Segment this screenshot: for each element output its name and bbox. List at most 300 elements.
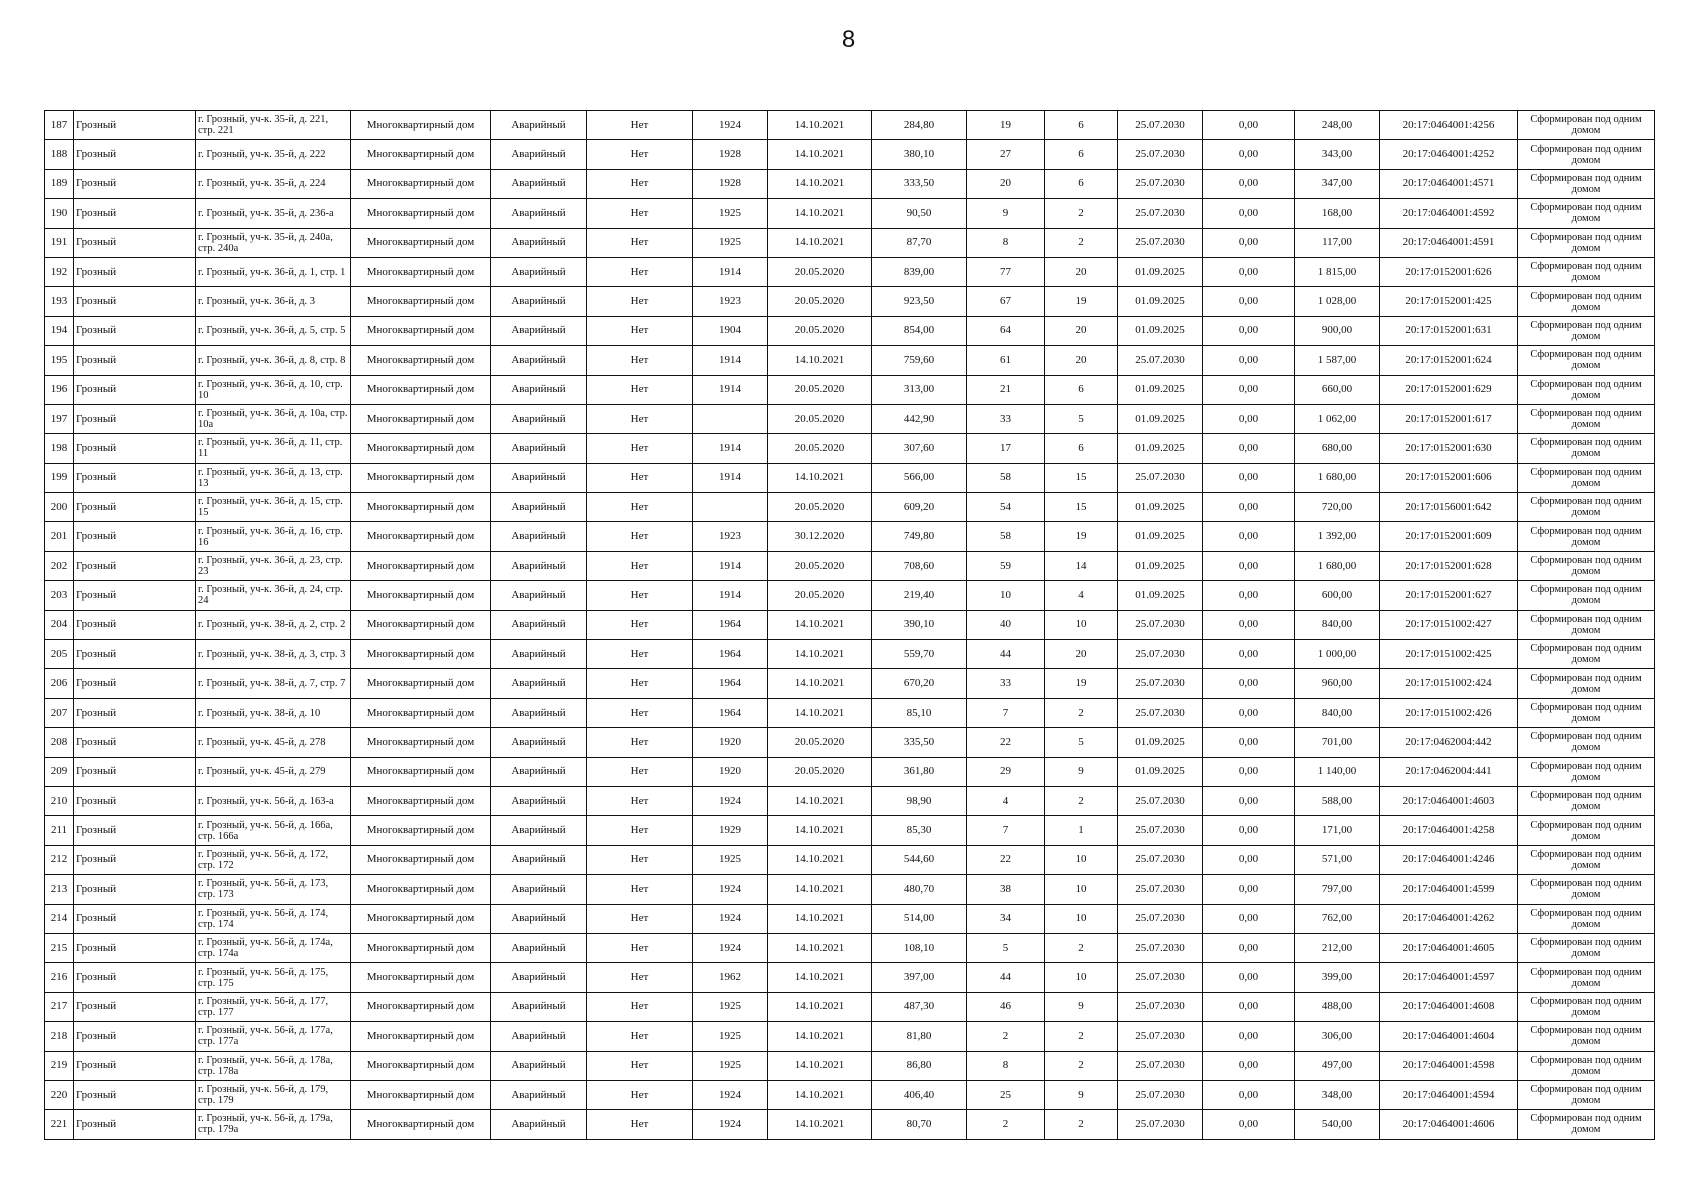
cell-city: Грозный: [74, 698, 196, 727]
cell-resettlement-deadline: 25.07.2030: [1118, 1110, 1203, 1139]
cell-land-status: Сформирован под одним домом: [1518, 551, 1655, 580]
cell-cadastral-number: 20:17:0151002:426: [1380, 698, 1518, 727]
cell-condition: Аварийный: [491, 728, 587, 757]
cell-row-number: 198: [45, 434, 74, 463]
cell-resettlement-deadline: 25.07.2030: [1118, 169, 1203, 198]
cell-building-type: Многоквартирный дом: [351, 698, 491, 727]
cell-cadastral-number: 20:17:0152001:609: [1380, 522, 1518, 551]
cell-address: г. Грозный, уч-к. 36-й, д. 15, стр. 15: [196, 493, 351, 522]
cell-construction-year: 1923: [693, 287, 768, 316]
cell-construction-year: 1925: [693, 1051, 768, 1080]
cell-resettlement-deadline: 25.07.2030: [1118, 463, 1203, 492]
cell-construction-year: 1928: [693, 169, 768, 198]
cell-row-number: 187: [45, 111, 74, 140]
cell-floor-area: 85,10: [872, 698, 967, 727]
cell-row-number: 214: [45, 904, 74, 933]
cell-building-type: Многоквартирный дом: [351, 522, 491, 551]
cell-recognition-date: 14.10.2021: [768, 1110, 872, 1139]
cell-cadastral-number: 20:17:0464001:4594: [1380, 1080, 1518, 1109]
cell-floor-area: 90,50: [872, 199, 967, 228]
table-row: [45, 669, 1655, 698]
cell-condition: Аварийный: [491, 698, 587, 727]
cell-construction-year: 1914: [693, 463, 768, 492]
cell-construction-year: [693, 404, 768, 433]
cell-resettlement-deadline: 01.09.2025: [1118, 551, 1203, 580]
cell-floor-area: 839,00: [872, 257, 967, 286]
cell-land-status: Сформирован под одним домом: [1518, 698, 1655, 727]
cell-value-a: 0,00: [1203, 933, 1295, 962]
cell-cadastral-number: 20:17:0152001:606: [1380, 463, 1518, 492]
cell-city: Грозный: [74, 610, 196, 639]
cell-building-type: Многоквартирный дом: [351, 933, 491, 962]
cell-cadastral-number: 20:17:0152001:630: [1380, 434, 1518, 463]
cell-value-a: 0,00: [1203, 757, 1295, 786]
cell-floor-area: 487,30: [872, 992, 967, 1021]
cell-cadastral-number: 20:17:0464001:4604: [1380, 1022, 1518, 1051]
cell-floor-area: 708,60: [872, 551, 967, 580]
cell-row-number: 192: [45, 257, 74, 286]
cell-building-type: Многоквартирный дом: [351, 316, 491, 345]
cell-land-status: Сформирован под одним домом: [1518, 757, 1655, 786]
table-row: [45, 257, 1655, 286]
cell-cadastral-number: 20:17:0464001:4603: [1380, 786, 1518, 815]
cell-row-number: 208: [45, 728, 74, 757]
cell-cadastral-number: 20:17:0464001:4592: [1380, 199, 1518, 228]
cell-row-number: 195: [45, 346, 74, 375]
cell-condition: Аварийный: [491, 845, 587, 874]
cell-value-a: 0,00: [1203, 404, 1295, 433]
cell-construction-year: 1924: [693, 111, 768, 140]
cell-condition: Аварийный: [491, 904, 587, 933]
cell-building-type: Многоквартирный дом: [351, 169, 491, 198]
cell-city: Грозный: [74, 1051, 196, 1080]
cell-floor-area: 480,70: [872, 875, 967, 904]
cell-construction-year: 1964: [693, 610, 768, 639]
table-row: [45, 1110, 1655, 1139]
cell-construction-year: 1925: [693, 845, 768, 874]
cell-land-status: Сформирован под одним домом: [1518, 786, 1655, 815]
cell-city: Грозный: [74, 140, 196, 169]
cell-floor-area: 514,00: [872, 904, 967, 933]
cell-reconstruction-flag: Нет: [587, 1080, 693, 1109]
cell-building-type: Многоквартирный дом: [351, 375, 491, 404]
cell-city: Грозный: [74, 904, 196, 933]
cell-value-a: 0,00: [1203, 992, 1295, 1021]
cell-address: г. Грозный, уч-к. 45-й, д. 279: [196, 757, 351, 786]
cell-row-number: 203: [45, 581, 74, 610]
cell-apartments-count: 2: [1045, 1110, 1118, 1139]
cell-value-b: 497,00: [1295, 1051, 1380, 1080]
cell-construction-year: 1924: [693, 904, 768, 933]
cell-reconstruction-flag: Нет: [587, 404, 693, 433]
cell-condition: Аварийный: [491, 1051, 587, 1080]
cell-resettlement-deadline: 25.07.2030: [1118, 698, 1203, 727]
table-row: [45, 140, 1655, 169]
cell-city: Грозный: [74, 992, 196, 1021]
table-row: [45, 111, 1655, 140]
cell-resettlement-deadline: 01.09.2025: [1118, 493, 1203, 522]
cell-condition: Аварийный: [491, 640, 587, 669]
cell-cadastral-number: 20:17:0462004:442: [1380, 728, 1518, 757]
cell-city: Грозный: [74, 933, 196, 962]
cell-residents-count: 25: [967, 1080, 1045, 1109]
cell-condition: Аварийный: [491, 287, 587, 316]
cell-construction-year: 1964: [693, 698, 768, 727]
cell-construction-year: 1924: [693, 875, 768, 904]
cell-floor-area: 98,90: [872, 786, 967, 815]
cell-reconstruction-flag: Нет: [587, 757, 693, 786]
cell-value-b: 1 062,00: [1295, 404, 1380, 433]
cell-address: г. Грозный, уч-к. 36-й, д. 13, стр. 13: [196, 463, 351, 492]
cell-cadastral-number: 20:17:0464001:4605: [1380, 933, 1518, 962]
cell-floor-area: 108,10: [872, 933, 967, 962]
cell-address: г. Грозный, уч-к. 35-й, д. 224: [196, 169, 351, 198]
cell-residents-count: 67: [967, 287, 1045, 316]
cell-cadastral-number: 20:17:0152001:425: [1380, 287, 1518, 316]
cell-resettlement-deadline: 01.09.2025: [1118, 728, 1203, 757]
cell-floor-area: 406,40: [872, 1080, 967, 1109]
cell-building-type: Многоквартирный дом: [351, 493, 491, 522]
cell-apartments-count: 10: [1045, 904, 1118, 933]
cell-reconstruction-flag: Нет: [587, 228, 693, 257]
cell-residents-count: 59: [967, 551, 1045, 580]
cell-address: г. Грозный, уч-к. 38-й, д. 7, стр. 7: [196, 669, 351, 698]
cell-building-type: Многоквартирный дом: [351, 904, 491, 933]
cell-value-b: 840,00: [1295, 698, 1380, 727]
cell-reconstruction-flag: Нет: [587, 287, 693, 316]
cell-residents-count: 77: [967, 257, 1045, 286]
cell-value-a: 0,00: [1203, 640, 1295, 669]
cell-apartments-count: 9: [1045, 1080, 1118, 1109]
cell-value-b: 488,00: [1295, 992, 1380, 1021]
cell-apartments-count: 2: [1045, 786, 1118, 815]
cell-residents-count: 61: [967, 346, 1045, 375]
cell-condition: Аварийный: [491, 816, 587, 845]
cell-address: г. Грозный, уч-к. 56-й, д. 177, стр. 177: [196, 992, 351, 1021]
cell-value-b: 900,00: [1295, 316, 1380, 345]
page-number: 8: [841, 26, 856, 53]
cell-land-status: Сформирован под одним домом: [1518, 169, 1655, 198]
cell-address: г. Грозный, уч-к. 36-й, д. 3: [196, 287, 351, 316]
cell-condition: Аварийный: [491, 493, 587, 522]
cell-cadastral-number: 20:17:0464001:4591: [1380, 228, 1518, 257]
cell-residents-count: 7: [967, 816, 1045, 845]
cell-reconstruction-flag: Нет: [587, 493, 693, 522]
cell-construction-year: 1923: [693, 522, 768, 551]
cell-value-b: 343,00: [1295, 140, 1380, 169]
cell-value-a: 0,00: [1203, 111, 1295, 140]
cell-resettlement-deadline: 01.09.2025: [1118, 316, 1203, 345]
cell-residents-count: 10: [967, 581, 1045, 610]
cell-floor-area: 86,80: [872, 1051, 967, 1080]
cell-value-a: 0,00: [1203, 493, 1295, 522]
cell-city: Грозный: [74, 257, 196, 286]
cell-value-b: 680,00: [1295, 434, 1380, 463]
cell-building-type: Многоквартирный дом: [351, 199, 491, 228]
cell-recognition-date: 30.12.2020: [768, 522, 872, 551]
cell-city: Грозный: [74, 728, 196, 757]
cell-recognition-date: 20.05.2020: [768, 551, 872, 580]
cell-recognition-date: 14.10.2021: [768, 875, 872, 904]
cell-row-number: 218: [45, 1022, 74, 1051]
table-row: [45, 375, 1655, 404]
cell-reconstruction-flag: Нет: [587, 816, 693, 845]
cell-city: Грозный: [74, 169, 196, 198]
cell-value-b: 117,00: [1295, 228, 1380, 257]
cell-floor-area: 442,90: [872, 404, 967, 433]
table-row: [45, 287, 1655, 316]
cell-value-b: 348,00: [1295, 1080, 1380, 1109]
cell-cadastral-number: 20:17:0464001:4256: [1380, 111, 1518, 140]
cell-condition: Аварийный: [491, 669, 587, 698]
cell-construction-year: 1914: [693, 375, 768, 404]
cell-reconstruction-flag: Нет: [587, 169, 693, 198]
cell-land-status: Сформирован под одним домом: [1518, 257, 1655, 286]
table-row: [45, 728, 1655, 757]
cell-city: Грозный: [74, 581, 196, 610]
cell-residents-count: 4: [967, 786, 1045, 815]
cell-city: Грозный: [74, 845, 196, 874]
cell-apartments-count: 15: [1045, 463, 1118, 492]
cell-address: г. Грозный, уч-к. 56-й, д. 174, стр. 174: [196, 904, 351, 933]
cell-row-number: 188: [45, 140, 74, 169]
cell-floor-area: 609,20: [872, 493, 967, 522]
cell-construction-year: 1920: [693, 757, 768, 786]
cell-cadastral-number: 20:17:0464001:4258: [1380, 816, 1518, 845]
cell-resettlement-deadline: 25.07.2030: [1118, 346, 1203, 375]
cell-value-a: 0,00: [1203, 346, 1295, 375]
cell-residents-count: 44: [967, 640, 1045, 669]
cell-residents-count: 38: [967, 875, 1045, 904]
cell-apartments-count: 20: [1045, 640, 1118, 669]
cell-cadastral-number: 20:17:0464001:4252: [1380, 140, 1518, 169]
cell-apartments-count: 4: [1045, 581, 1118, 610]
cell-apartments-count: 6: [1045, 375, 1118, 404]
cell-condition: Аварийный: [491, 875, 587, 904]
cell-reconstruction-flag: Нет: [587, 316, 693, 345]
cell-row-number: 207: [45, 698, 74, 727]
cell-residents-count: 54: [967, 493, 1045, 522]
cell-value-a: 0,00: [1203, 1051, 1295, 1080]
cell-construction-year: 1914: [693, 581, 768, 610]
cell-reconstruction-flag: Нет: [587, 875, 693, 904]
cell-row-number: 197: [45, 404, 74, 433]
cell-row-number: 209: [45, 757, 74, 786]
cell-value-a: 0,00: [1203, 375, 1295, 404]
cell-resettlement-deadline: 25.07.2030: [1118, 786, 1203, 815]
cell-row-number: 216: [45, 963, 74, 992]
cell-cadastral-number: 20:17:0464001:4597: [1380, 963, 1518, 992]
cell-recognition-date: 14.10.2021: [768, 640, 872, 669]
cell-construction-year: 1925: [693, 228, 768, 257]
cell-building-type: Многоквартирный дом: [351, 610, 491, 639]
table-row: [45, 640, 1655, 669]
cell-condition: Аварийный: [491, 140, 587, 169]
cell-address: г. Грозный, уч-к. 35-й, д. 240а, стр. 240а: [196, 228, 351, 257]
cell-residents-count: 2: [967, 1110, 1045, 1139]
cell-floor-area: 854,00: [872, 316, 967, 345]
table-row: [45, 581, 1655, 610]
cell-address: г. Грозный, уч-к. 36-й, д. 5, стр. 5: [196, 316, 351, 345]
cell-resettlement-deadline: 01.09.2025: [1118, 522, 1203, 551]
cell-condition: Аварийный: [491, 522, 587, 551]
cell-building-type: Многоквартирный дом: [351, 111, 491, 140]
cell-city: Грозный: [74, 551, 196, 580]
cell-recognition-date: 14.10.2021: [768, 140, 872, 169]
cell-value-b: 168,00: [1295, 199, 1380, 228]
cell-city: Грозный: [74, 963, 196, 992]
table-row: [45, 551, 1655, 580]
cell-address: г. Грозный, уч-к. 38-й, д. 3, стр. 3: [196, 640, 351, 669]
cell-building-type: Многоквартирный дом: [351, 404, 491, 433]
table-row: [45, 346, 1655, 375]
cell-resettlement-deadline: 25.07.2030: [1118, 992, 1203, 1021]
cell-building-type: Многоквартирный дом: [351, 963, 491, 992]
cell-address: г. Грозный, уч-к. 38-й, д. 2, стр. 2: [196, 610, 351, 639]
cell-floor-area: 559,70: [872, 640, 967, 669]
cell-address: г. Грозный, уч-к. 36-й, д. 16, стр. 16: [196, 522, 351, 551]
cell-land-status: Сформирован под одним домом: [1518, 404, 1655, 433]
cell-row-number: 211: [45, 816, 74, 845]
cell-apartments-count: 14: [1045, 551, 1118, 580]
cell-floor-area: 219,40: [872, 581, 967, 610]
cell-cadastral-number: 20:17:0151002:424: [1380, 669, 1518, 698]
cell-land-status: Сформирован под одним домом: [1518, 140, 1655, 169]
cell-residents-count: 22: [967, 845, 1045, 874]
cell-value-a: 0,00: [1203, 845, 1295, 874]
cell-city: Грозный: [74, 404, 196, 433]
cell-floor-area: 759,60: [872, 346, 967, 375]
cell-reconstruction-flag: Нет: [587, 933, 693, 962]
cell-land-status: Сформирован под одним домом: [1518, 199, 1655, 228]
cell-value-a: 0,00: [1203, 1022, 1295, 1051]
cell-row-number: 205: [45, 640, 74, 669]
cell-recognition-date: 14.10.2021: [768, 228, 872, 257]
cell-reconstruction-flag: Нет: [587, 698, 693, 727]
cell-address: г. Грозный, уч-к. 56-й, д. 172, стр. 172: [196, 845, 351, 874]
cell-construction-year: 1914: [693, 346, 768, 375]
cell-row-number: 220: [45, 1080, 74, 1109]
table-row: [45, 228, 1655, 257]
cell-row-number: 199: [45, 463, 74, 492]
cell-address: г. Грозный, уч-к. 35-й, д. 221, стр. 221: [196, 111, 351, 140]
cell-recognition-date: 14.10.2021: [768, 933, 872, 962]
cell-building-type: Многоквартирный дом: [351, 875, 491, 904]
cell-value-a: 0,00: [1203, 463, 1295, 492]
cell-value-b: 1 815,00: [1295, 257, 1380, 286]
cell-city: Грозный: [74, 522, 196, 551]
cell-floor-area: 81,80: [872, 1022, 967, 1051]
cell-apartments-count: 1: [1045, 816, 1118, 845]
cell-value-a: 0,00: [1203, 522, 1295, 551]
cell-address: г. Грозный, уч-к. 56-й, д. 179, стр. 179: [196, 1080, 351, 1109]
cell-building-type: Многоквартирный дом: [351, 669, 491, 698]
cell-address: г. Грозный, уч-к. 56-й, д. 177а, стр. 177а: [196, 1022, 351, 1051]
table-row: [45, 199, 1655, 228]
cell-city: Грозный: [74, 816, 196, 845]
cell-value-a: 0,00: [1203, 287, 1295, 316]
cell-residents-count: 58: [967, 522, 1045, 551]
cell-residents-count: 58: [967, 463, 1045, 492]
cell-row-number: 193: [45, 287, 74, 316]
cell-apartments-count: 9: [1045, 757, 1118, 786]
cell-address: г. Грозный, уч-к. 56-й, д. 166а, стр. 166а: [196, 816, 351, 845]
cell-value-b: 306,00: [1295, 1022, 1380, 1051]
cell-land-status: Сформирован под одним домом: [1518, 522, 1655, 551]
cell-row-number: 213: [45, 875, 74, 904]
cell-construction-year: 1920: [693, 728, 768, 757]
cell-resettlement-deadline: 25.07.2030: [1118, 1080, 1203, 1109]
cell-city: Грозный: [74, 1080, 196, 1109]
cell-residents-count: 34: [967, 904, 1045, 933]
cell-value-b: 1 587,00: [1295, 346, 1380, 375]
cell-value-b: 840,00: [1295, 610, 1380, 639]
cell-floor-area: 361,80: [872, 757, 967, 786]
cell-city: Грозный: [74, 111, 196, 140]
cell-land-status: Сформирован под одним домом: [1518, 316, 1655, 345]
cell-reconstruction-flag: Нет: [587, 522, 693, 551]
cell-resettlement-deadline: 25.07.2030: [1118, 963, 1203, 992]
cell-condition: Аварийный: [491, 757, 587, 786]
cell-residents-count: 29: [967, 757, 1045, 786]
cell-floor-area: 80,70: [872, 1110, 967, 1139]
table-row: [45, 316, 1655, 345]
cell-resettlement-deadline: 01.09.2025: [1118, 375, 1203, 404]
cell-reconstruction-flag: Нет: [587, 434, 693, 463]
cell-condition: Аварийный: [491, 1080, 587, 1109]
cell-reconstruction-flag: Нет: [587, 963, 693, 992]
table-row: [45, 1080, 1655, 1109]
cell-row-number: 204: [45, 610, 74, 639]
cell-recognition-date: 14.10.2021: [768, 1051, 872, 1080]
cell-address: г. Грозный, уч-к. 56-й, д. 178а, стр. 178а: [196, 1051, 351, 1080]
cell-floor-area: 284,80: [872, 111, 967, 140]
cell-construction-year: 1924: [693, 1110, 768, 1139]
cell-condition: Аварийный: [491, 434, 587, 463]
cell-building-type: Многоквартирный дом: [351, 640, 491, 669]
cell-building-type: Многоквартирный дом: [351, 816, 491, 845]
table-row: [45, 933, 1655, 962]
cell-resettlement-deadline: 01.09.2025: [1118, 581, 1203, 610]
cell-value-a: 0,00: [1203, 669, 1295, 698]
cell-city: Грозный: [74, 375, 196, 404]
cell-value-b: 540,00: [1295, 1110, 1380, 1139]
cell-reconstruction-flag: Нет: [587, 111, 693, 140]
cell-apartments-count: 9: [1045, 992, 1118, 1021]
table-row: [45, 963, 1655, 992]
cell-recognition-date: 20.05.2020: [768, 728, 872, 757]
cell-land-status: Сформирован под одним домом: [1518, 963, 1655, 992]
cell-condition: Аварийный: [491, 228, 587, 257]
cell-cadastral-number: 20:17:0152001:629: [1380, 375, 1518, 404]
cell-residents-count: 8: [967, 1051, 1045, 1080]
cell-building-type: Многоквартирный дом: [351, 228, 491, 257]
cell-value-a: 0,00: [1203, 434, 1295, 463]
cell-resettlement-deadline: 25.07.2030: [1118, 640, 1203, 669]
cell-cadastral-number: 20:17:0464001:4598: [1380, 1051, 1518, 1080]
cell-recognition-date: 14.10.2021: [768, 463, 872, 492]
cell-building-type: Многоквартирный дом: [351, 581, 491, 610]
cell-building-type: Многоквартирный дом: [351, 140, 491, 169]
cell-residents-count: 46: [967, 992, 1045, 1021]
cell-city: Грозный: [74, 640, 196, 669]
cell-apartments-count: 19: [1045, 669, 1118, 698]
table-row: [45, 904, 1655, 933]
cell-row-number: 217: [45, 992, 74, 1021]
cell-construction-year: 1925: [693, 992, 768, 1021]
cell-land-status: Сформирован под одним домом: [1518, 933, 1655, 962]
cell-resettlement-deadline: 25.07.2030: [1118, 140, 1203, 169]
